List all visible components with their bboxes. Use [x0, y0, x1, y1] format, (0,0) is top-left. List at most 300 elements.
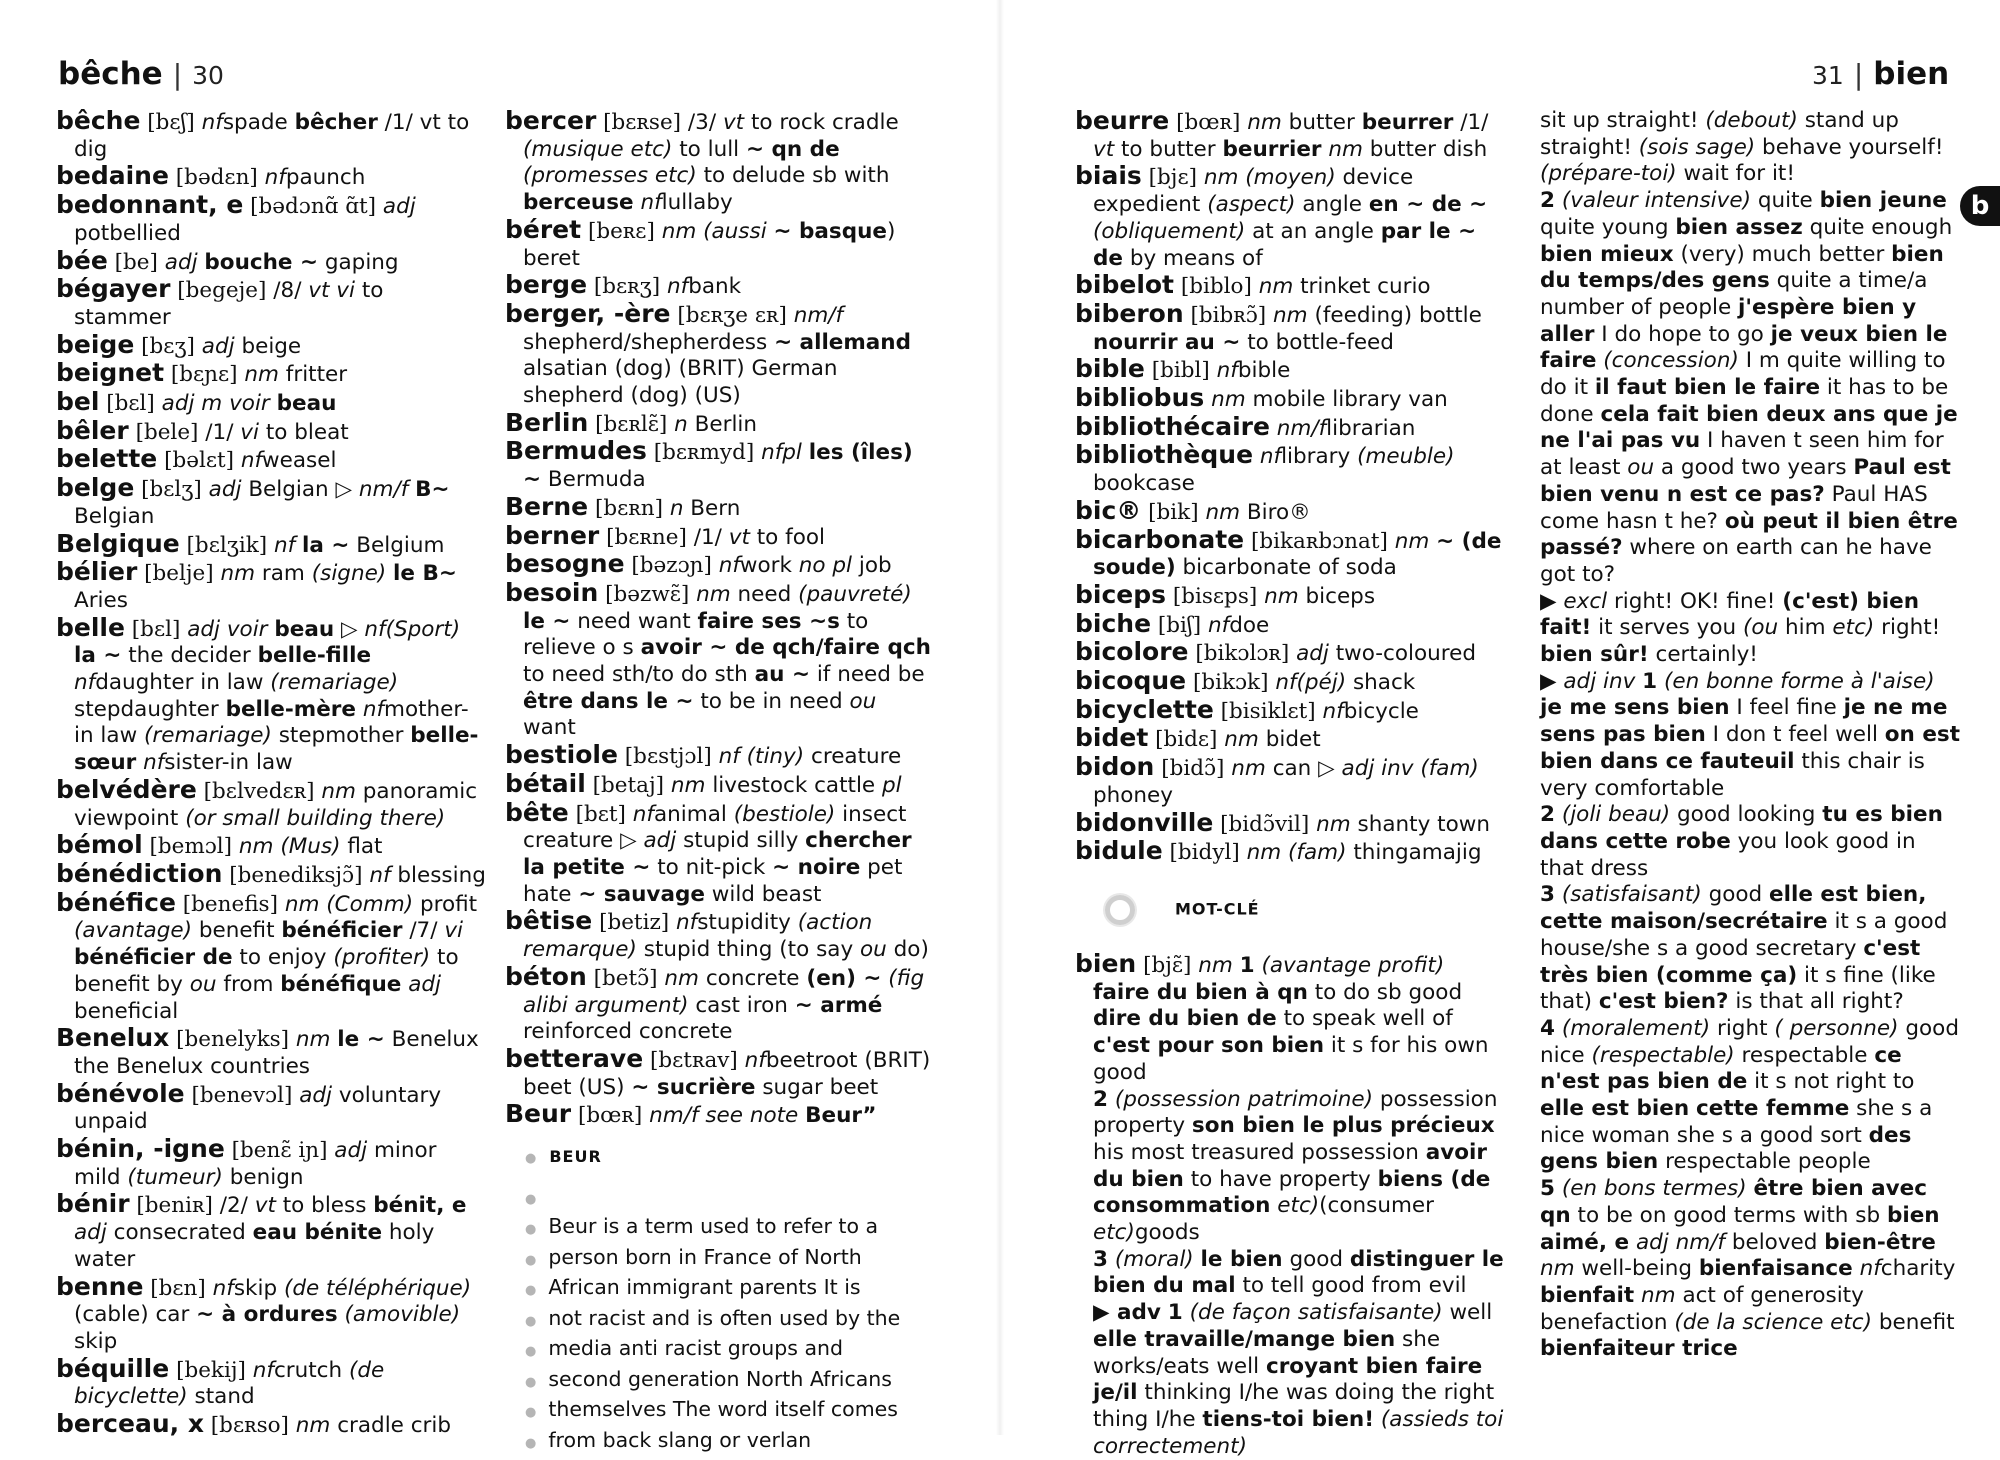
entry-text: to do sb good	[1314, 979, 1463, 1005]
entry-text: etc)	[1277, 1193, 1320, 1219]
entry-text: stepmother	[278, 723, 404, 749]
entry-text: biche	[1075, 608, 1152, 638]
entry-text: (signe)	[311, 561, 387, 587]
entry-text: (promesses etc)	[523, 163, 697, 189]
entry-text: (obliquement)	[1093, 218, 1246, 244]
entry-text: [bele]	[135, 419, 199, 445]
entry-text: ~ allemand	[774, 329, 911, 355]
entry-text: (debout)	[1705, 108, 1798, 133]
entry-text: beige	[56, 329, 135, 359]
entry-text: elle est bien, cette maison/secrétaire	[1540, 882, 1927, 935]
entry-text: bien-être	[1824, 1229, 1936, 1255]
entry-text: etc)	[1832, 615, 1875, 641]
entry-text: need	[737, 581, 792, 607]
entry-text: to need sth/to do sth	[523, 662, 748, 688]
entry-text: le ~	[523, 608, 571, 634]
entry-text: [bɛʀse]	[603, 110, 682, 135]
entry-text: faire ses ~s	[697, 608, 840, 634]
entry-text: ~ armé	[794, 992, 883, 1018]
entry-text: 2	[1540, 188, 1555, 214]
entry-text: (sois sage)	[1638, 134, 1756, 160]
entry-text: ~ sauvage	[578, 881, 705, 907]
entry	[505, 961, 935, 1046]
entry-text: [biblo]	[1180, 274, 1252, 300]
entry-text: Berne	[505, 491, 589, 521]
entry-text: bétail	[505, 768, 586, 798]
entry-text: bedaine	[56, 161, 169, 191]
entry-text: /2/	[219, 1193, 248, 1219]
entry-text: bidon	[1075, 752, 1155, 782]
entry-text: him	[1785, 615, 1826, 641]
entry-text: I don t feel well	[1712, 722, 1878, 748]
entry-text: bien aimé, e	[1540, 1202, 1940, 1255]
entry	[505, 108, 935, 217]
entry-text: ~	[523, 467, 542, 493]
entry-text: chercher la petite ~	[523, 828, 912, 880]
entry-text: nf	[667, 274, 689, 300]
entry-text: nm	[1394, 528, 1430, 554]
entry-text: besoin	[505, 577, 599, 607]
entry-text: to have property	[1190, 1166, 1371, 1192]
entry-text: elle est bien	[1540, 1096, 1690, 1122]
entry-text: adj	[74, 1220, 107, 1246]
entry-text: media anti racist groups and	[548, 1336, 844, 1361]
entry-text: spade	[222, 110, 288, 135]
entry-text: avoir du bien	[1093, 1139, 1488, 1192]
entry-text: bookcase	[1093, 471, 1195, 497]
entry-text: consecrated	[113, 1220, 246, 1246]
entry-text: beet	[523, 1074, 572, 1100]
entry-text: (to say	[779, 937, 854, 963]
entry-text: bidule	[1075, 836, 1163, 866]
entry-text: paunch	[285, 165, 366, 191]
entry-text: dire du bien de	[1093, 1006, 1277, 1032]
entry-text: benign	[229, 1164, 304, 1190]
entry-text: bidet	[1075, 723, 1149, 753]
entry-text: biceps	[1075, 579, 1167, 609]
entry-text: 1	[1642, 668, 1658, 694]
entry	[505, 214, 935, 272]
left-page-column-2	[505, 108, 935, 1457]
entry-text: wild beast	[711, 881, 822, 907]
entry-text: nf	[1208, 612, 1230, 638]
entry-text: (de façon satisfaisante)	[1189, 1300, 1443, 1326]
entry-text: to bottle-feed	[1247, 329, 1394, 355]
entry	[505, 520, 935, 552]
entry-text: [bɛlʒ]	[141, 477, 202, 503]
entry-text: [bikɔlɔʀ]	[1195, 641, 1290, 667]
entry-text: holy water	[74, 1220, 435, 1272]
entry	[56, 1353, 486, 1411]
entry-text: voluntary unpaid	[74, 1082, 442, 1135]
entry-text: quite	[1757, 188, 1813, 214]
note-line	[525, 1183, 935, 1214]
entry-text: [betɔ̃]	[593, 965, 658, 991]
entry-text: [bɛʀso]	[210, 1413, 289, 1439]
entry-text: vt	[1093, 136, 1115, 162]
entry-text: bien jeune	[1819, 188, 1947, 214]
entry-text: c'est très bien (comme ça)	[1540, 935, 1921, 988]
entry-text: panoramic viewpoint	[74, 778, 478, 831]
entry	[1075, 495, 1505, 527]
entry-text: minor mild	[74, 1138, 437, 1190]
entry-text: en ~ de ~	[1368, 192, 1488, 218]
entry-text: le bien	[1200, 1246, 1283, 1272]
entry	[56, 832, 486, 861]
entry-text: (valeur intensive)	[1561, 188, 1751, 214]
entry-text: sit up straight!	[1540, 108, 1699, 133]
entry	[1075, 411, 1505, 443]
entry-text: goods	[1134, 1220, 1200, 1246]
entry-text: potbellied	[74, 220, 181, 246]
entry-text: vt	[728, 524, 750, 550]
entry-text: avoir ~ de qch/faire qch	[640, 635, 931, 661]
entry-text: bénédiction	[56, 858, 223, 888]
bullet-dot-icon: ●	[525, 1435, 537, 1451]
entry-text: (avantage)	[74, 918, 192, 944]
entry-text: Beur	[505, 1099, 572, 1129]
entry	[56, 559, 486, 614]
entry-text: (very) much better	[1680, 241, 1885, 267]
entry	[1075, 639, 1505, 668]
entry-text: /1/	[205, 419, 234, 445]
entry	[56, 163, 486, 192]
entry-text: flat	[347, 834, 383, 860]
entry-text: bibliothèque	[1075, 440, 1254, 470]
entry-text: to relieve o s	[523, 608, 869, 661]
entry-text: nf	[632, 801, 654, 827]
entry-text: [bɛʀʒ]	[593, 274, 661, 300]
entry-text: stand	[194, 1384, 255, 1410]
note-line	[525, 1274, 935, 1305]
entry-text: berner	[505, 520, 600, 550]
entry	[56, 415, 486, 447]
entry-text: [bɛstjɔl]	[624, 744, 712, 770]
entry-text: bénin, -igne	[56, 1134, 225, 1164]
entry-text: [benɛ̃ iɲ]	[231, 1138, 328, 1164]
entry-text: Bern	[690, 495, 741, 521]
entry-text: pet hate	[523, 854, 903, 907]
entry-text: it s a good house/she s a good secretary	[1540, 909, 1948, 961]
entry-text: [biʃ]	[1157, 612, 1202, 638]
entry-text: cette femme	[1696, 1096, 1850, 1122]
entry	[56, 774, 486, 832]
entry-text: BEUR	[549, 1147, 602, 1167]
left-running-head	[58, 56, 224, 92]
entry-text: where on earth can he have got to?	[1540, 535, 1932, 587]
entry-text: beurre	[1075, 106, 1170, 135]
entry-text: well-being	[1581, 1256, 1693, 1282]
entry	[1075, 694, 1505, 726]
entry-text: vt vi	[308, 278, 355, 304]
entry-text: librarian	[1326, 415, 1416, 441]
entry-text: elle travaille/mange bien	[1093, 1326, 1396, 1352]
entry-text: par le ~ de	[1093, 218, 1477, 271]
entry-text: belle	[56, 612, 125, 642]
entry-text: to fool	[756, 524, 825, 550]
entry-text: bénéficier	[281, 918, 403, 944]
entry-text: ~ (de soude)	[1093, 528, 1502, 581]
entry-text: (c'est) bien fait!	[1540, 588, 1920, 641]
entry-text: to enjoy	[239, 945, 327, 971]
entry-text: bibelot	[1075, 270, 1175, 300]
entry-text: nm	[670, 772, 706, 798]
entry-text: (musique etc)	[523, 136, 673, 162]
entry-text: job	[858, 553, 892, 579]
entry-text: beau	[276, 391, 337, 417]
entry-text: ram	[261, 561, 305, 587]
entry-text: do)	[893, 937, 929, 963]
entry-text: (tiny)	[746, 744, 805, 770]
entry-text: to bless	[282, 1193, 367, 1219]
entry-text: vt to dig	[74, 110, 470, 162]
entry	[1075, 298, 1505, 356]
entry-text: je veux bien le faire	[1540, 321, 1948, 374]
entry-text: [be]	[114, 249, 158, 275]
entry-text: certainly!	[1655, 642, 1758, 668]
entry-text: right	[1716, 1015, 1768, 1041]
entry	[56, 192, 486, 247]
entry	[56, 329, 486, 361]
entry-text: j'espère bien y aller	[1540, 294, 1917, 347]
entry-text: it has to be done	[1540, 375, 1949, 427]
note-line	[525, 1335, 935, 1366]
entry-text: belette	[56, 444, 158, 474]
entry-text: person born in France of North	[548, 1244, 862, 1269]
entry-text: (en bons termes)	[1561, 1176, 1747, 1202]
entry-text: Beur is a term used to refer to a	[548, 1214, 879, 1239]
entry-text: ( personne)	[1774, 1015, 1899, 1041]
entry-text: alsatian (dog)	[523, 356, 672, 382]
entry-text: ▷ adj inv	[1318, 756, 1414, 782]
entry-text: [bœʀ]	[577, 1103, 643, 1129]
entry-text: nf	[1859, 1256, 1881, 1282]
entry-text: concrete	[705, 965, 800, 991]
entry-text: wait for it!	[1683, 161, 1795, 187]
entry-text: she s a nice woman she s a good sort	[1540, 1096, 1933, 1148]
entry-text: [bikɔk]	[1192, 670, 1269, 696]
entry-text: adj voir	[187, 616, 268, 642]
entry-text: 2	[1093, 1086, 1108, 1112]
entry-sense	[1075, 1247, 1505, 1300]
entry-text: nf	[212, 1275, 234, 1301]
entry-text: (fam)	[1420, 756, 1479, 782]
note-line	[525, 1213, 935, 1244]
entry-text: can	[1272, 756, 1312, 782]
entry	[505, 272, 935, 301]
entry-text: [belje]	[144, 561, 214, 587]
entry-text: [benevɔl]	[191, 1082, 293, 1108]
entry-text: il faut bien le faire	[1594, 375, 1821, 401]
entry-text: (remariage)	[144, 723, 272, 749]
entry-text: nm	[1231, 756, 1266, 782]
entry-text: 3	[1093, 1246, 1108, 1272]
entry-text: act of generosity benefaction	[1540, 1282, 1864, 1335]
entry-text: shack	[1352, 670, 1416, 696]
entry-text: beurrier	[1222, 136, 1322, 162]
entry-text: quite a time/a number of people	[1540, 268, 1928, 320]
entry-text: nf	[1322, 698, 1344, 724]
entry	[505, 1101, 935, 1130]
note-line	[525, 1244, 935, 1275]
entry-text: the decider	[128, 643, 251, 669]
entry-text: nm	[1211, 387, 1246, 413]
entry-text: (en bonne forme à l'aise)	[1663, 668, 1935, 694]
entry-text: butter	[1288, 110, 1355, 135]
entry-text: (US)	[694, 383, 741, 409]
entry-text: /7/	[409, 918, 438, 944]
entry-text: nm	[1540, 1256, 1575, 1282]
entry-text: adj	[299, 1082, 332, 1108]
entry	[505, 742, 935, 771]
entry-text: c'est bien?	[1598, 989, 1729, 1015]
entry-text: ~ noire	[772, 854, 861, 880]
bullet-dot-icon: ●	[525, 1191, 537, 1207]
entry-text: animal	[653, 801, 727, 827]
entry-text: des gens bien	[1540, 1122, 1912, 1175]
entry	[56, 475, 486, 530]
entry-text: biberon	[1075, 298, 1184, 328]
entry-text: (de bicyclette)	[74, 1357, 385, 1410]
entry	[56, 1271, 486, 1356]
entry-text: want	[523, 715, 576, 741]
entry	[505, 797, 935, 909]
entry-text: it s not right to	[1754, 1069, 1915, 1095]
entry-text: nf	[143, 750, 165, 776]
entry-text: to benefit by	[74, 945, 459, 997]
entry-text: bouche ~	[204, 249, 319, 275]
entry-text: nm	[321, 778, 356, 804]
entry	[1075, 754, 1505, 809]
entry-text: Benelux the Benelux countries	[74, 1027, 479, 1079]
entry-text: adj	[201, 333, 235, 359]
entry-text: ou	[849, 688, 877, 714]
entry-text: bénéfique	[280, 971, 402, 997]
entry-text: belvédère	[56, 774, 197, 804]
entry-text: I haven t seen him for at least	[1540, 428, 1944, 481]
entry-text: benefit	[1878, 1309, 1955, 1335]
entry-text: bienfaiteur trice	[1540, 1336, 1738, 1362]
entry-text: Belgian	[248, 477, 329, 503]
bullet-dot-icon: ●	[525, 1283, 537, 1299]
entry-text: mother-in law	[74, 696, 469, 749]
entry-text: to bleat	[265, 419, 349, 445]
entry-text: Belgian	[74, 503, 155, 529]
entry-text: tiens-toi bien!	[1202, 1406, 1375, 1432]
entry-text: (action remarque)	[523, 910, 873, 963]
entry	[505, 438, 935, 493]
entry-text: African immigrant parents It is	[548, 1275, 861, 1300]
entry-text: ▶ adv	[1093, 1300, 1161, 1326]
entry-sense	[1540, 802, 1960, 882]
entry-text: themselves The word itself comes	[548, 1397, 898, 1422]
entry-text: creature	[811, 744, 902, 770]
entry-text: biens (de consommation	[1093, 1166, 1491, 1219]
entry-text: croyant bien faire je/il	[1093, 1353, 1483, 1406]
entry-text: (concession)	[1603, 348, 1739, 374]
entry-text: nf	[74, 670, 96, 696]
entry	[1075, 272, 1505, 301]
keyword-marker	[1105, 895, 1505, 925]
entry-text: [bədɛn]	[175, 165, 258, 191]
entry-text: bénir	[56, 1189, 130, 1219]
entry-text: livestock cattle	[712, 772, 876, 798]
entry-text: /1/	[693, 524, 722, 550]
entry-text: où peut il bien être passé?	[1540, 508, 1958, 561]
entry-text: behave yourself!	[1762, 134, 1944, 160]
entry-text: adj	[1296, 641, 1329, 667]
entry-text: [bɛlʒik]	[186, 532, 268, 558]
entry-text: bienfaisance	[1698, 1256, 1853, 1282]
entry	[505, 298, 935, 410]
entry-text: berger, -ère	[505, 298, 671, 328]
entry-text: benefit	[198, 918, 275, 944]
entry-text: quite enough	[1809, 214, 1953, 240]
note-line	[525, 1305, 935, 1336]
entry-text: le ~	[337, 1027, 385, 1053]
entry-text: reinforced concrete	[523, 1019, 733, 1045]
entry-text: stupidity	[697, 910, 791, 936]
entry	[56, 1078, 486, 1136]
entry-text: Bermuda	[547, 467, 646, 493]
entry-text: nm	[1258, 274, 1294, 300]
entry-text: Belgium	[356, 532, 445, 558]
entry-sense	[1540, 1016, 1960, 1176]
entry-text: bémol	[56, 830, 143, 860]
entry	[1075, 668, 1505, 697]
entry-text: adj m voir	[161, 391, 270, 417]
entry-text: bénéfice	[56, 887, 176, 917]
entry	[505, 551, 935, 580]
entry-text: n	[674, 411, 688, 437]
entry-text: ou	[1627, 455, 1655, 481]
entry-sense	[1075, 1300, 1505, 1460]
entry-text: to speak well of	[1283, 1006, 1453, 1032]
entry-text: nf	[252, 1357, 274, 1383]
entry-text: nm	[664, 965, 699, 991]
entry-text: adj	[208, 477, 242, 503]
entry	[56, 858, 486, 890]
entry-text: [bjɛ̃]	[1143, 952, 1192, 978]
entry-text: ▷ nf	[341, 616, 386, 642]
entry-text: belle-fille	[257, 643, 372, 669]
entry-text: [bɛlvedɛʀ]	[203, 778, 315, 804]
entry-text: [bɛt]	[575, 801, 626, 827]
entry-text: bien mieux	[1540, 241, 1674, 267]
book-spine-shadow	[996, 0, 1004, 1435]
entry-text: it s fine (like that)	[1540, 962, 1936, 1015]
entry-text: bic®	[1075, 495, 1142, 525]
entry-text: bêtise	[505, 906, 593, 936]
entry	[1075, 838, 1505, 867]
entry-text: from	[223, 971, 274, 997]
entry-text: betterave	[505, 1043, 644, 1073]
entry-text: bêcher	[294, 110, 378, 135]
head-separator: |	[1853, 58, 1864, 91]
left-page-number: 30	[192, 61, 224, 90]
entry-text: nm	[244, 362, 279, 388]
entry-text: la ~	[74, 643, 122, 669]
entry-text: Berlin	[694, 411, 758, 437]
note-line	[525, 1366, 935, 1397]
entry-text: la ~	[302, 532, 350, 558]
entry-text: nm	[1264, 583, 1299, 609]
bullet-dot-icon: ●	[525, 1151, 538, 1167]
entry-text: [betaj]	[592, 772, 665, 798]
entry-text: [bɛʀlɛ̃]	[595, 411, 668, 437]
entry-text: B~	[415, 477, 450, 503]
entry-text: nm	[1247, 110, 1282, 135]
